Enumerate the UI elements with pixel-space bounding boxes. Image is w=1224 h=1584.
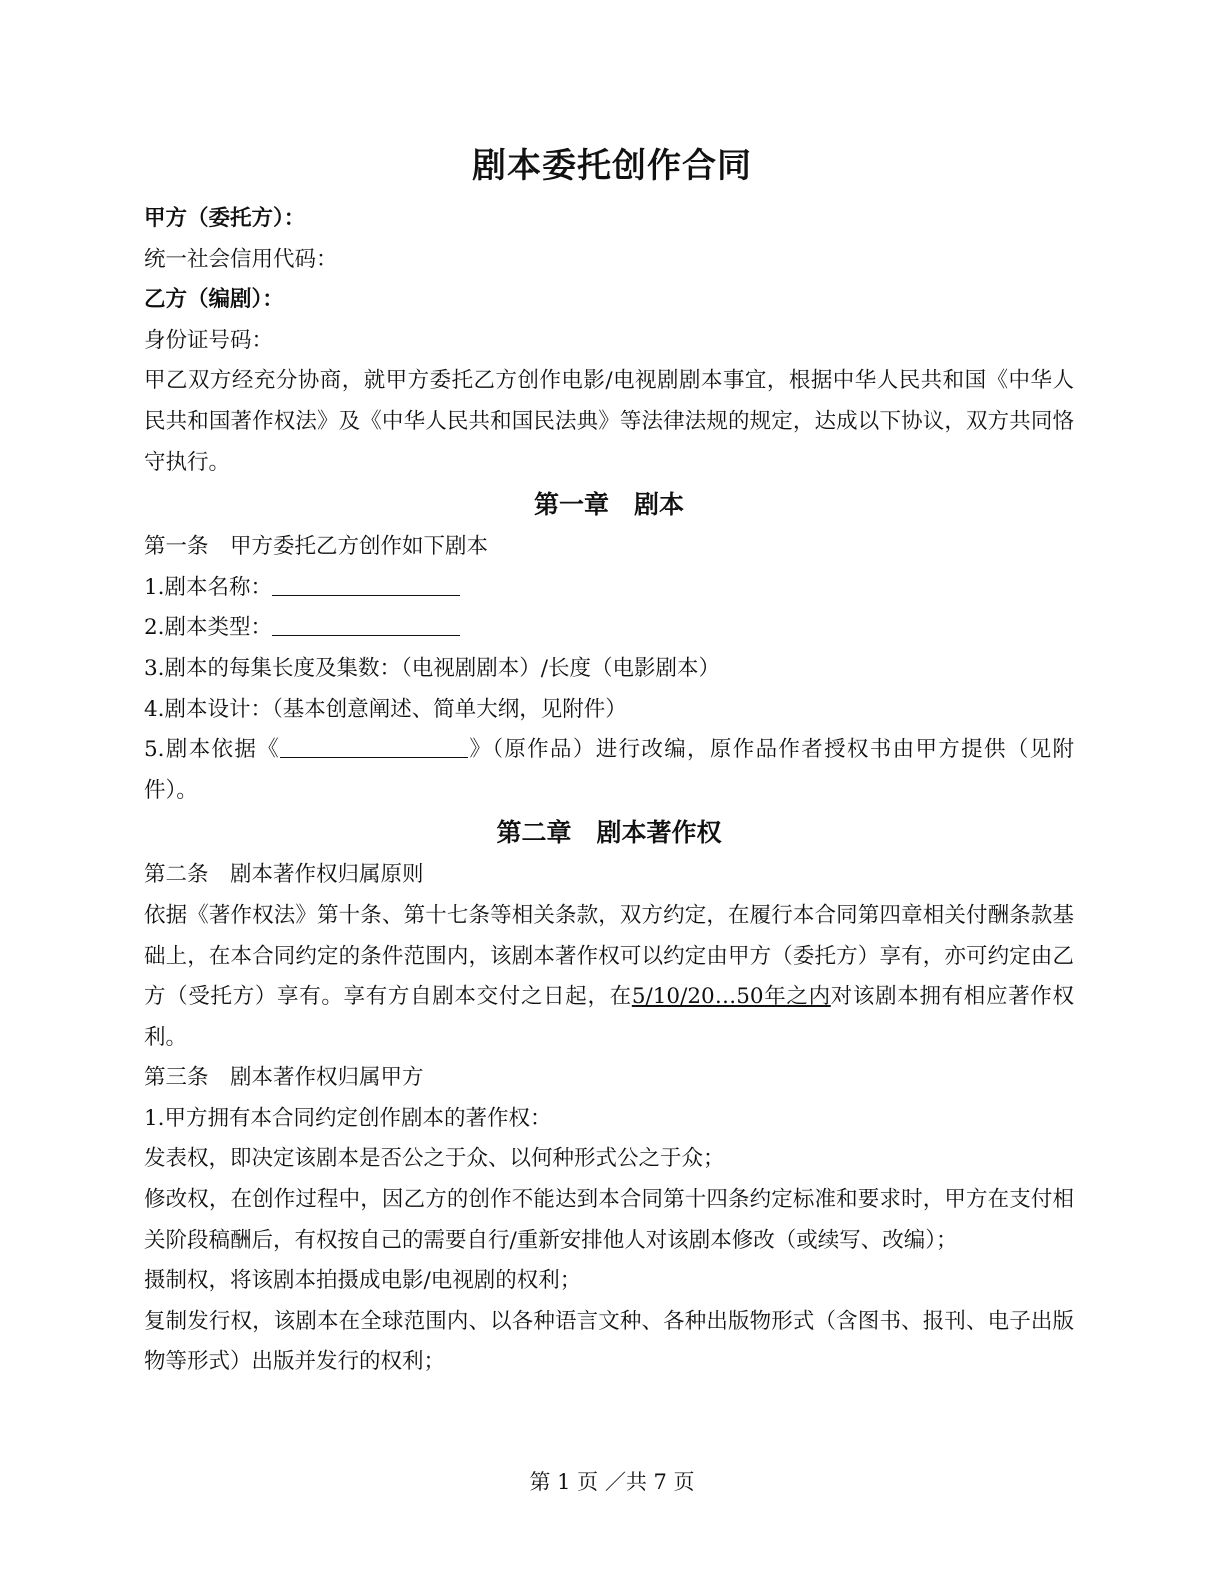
script-name-label: 1.剧本名称：	[144, 574, 273, 600]
party-a-label: 甲方（委托方）：	[144, 206, 306, 231]
chapter-2-heading: 第二章 剧本著作权	[496, 818, 722, 848]
script-type-item	[144, 608, 1074, 649]
article-2-text-b: 对该剧本拥有相应著作权利。	[144, 984, 1074, 1050]
document-title: 剧本委托创作合同	[472, 146, 752, 186]
publication-right: 发表权，即决定该剧本是否公之于众、以何种形式公之于众；	[144, 1146, 725, 1172]
script-name-blank	[272, 575, 460, 596]
script-type-blank	[272, 615, 460, 636]
article-3-heading: 第三条 剧本著作权归属甲方	[144, 1065, 424, 1091]
script-design-item: 4.剧本设计：（基本创意阐述、简单大纲，见附件）	[144, 696, 627, 722]
article-2-text-a: 依据《著作权法》第十条、第十七条等相关条款，双方约定，在履行本合同第四章相关付酬条款基础上，在本合同约定的条件范围内，该剧本著作权可以约定由甲方（委托方）享有，亦可约定由乙方（受托方）享有。享有方自剧本交付之日起，在	[144, 902, 1074, 1010]
party-b-id-label: 身份证号码：	[144, 327, 274, 353]
modification-right: 修改权，在创作过程中，因乙方的创作不能达到本合同第十四条约定标准和要求时，甲方在支付相关阶段稿酬后，有权按自己的需要自行/重新安排他人对该剧本修改（或续写、改编）；	[144, 1187, 1074, 1253]
preamble-paragraph: 甲乙双方经充分协商，就甲方委托乙方创作电影/电视剧剧本事宜，根据中华人民共和国《中华人民共和国著作权法》及《中华人民共和国民法典》等法律法规的规定，达成以下协议，双方共同恪守执行。	[144, 368, 1074, 475]
article-2-heading: 第二条 剧本著作权归属原则	[144, 862, 424, 888]
party-b-label: 乙方（编剧）：	[144, 287, 284, 313]
reproduction-distribution-right: 复制发行权，该剧本在全球范围内、以各种语言文种、各种出版物形式（含图书、报刊、电子出版物等形式）出版并发行的权利；	[144, 1308, 1074, 1375]
page-footer: 第 1 页 ／共 7 页	[529, 1470, 695, 1494]
copyright-term: 5/10/20…50年之内	[631, 984, 831, 1010]
article-2-paragraph	[144, 896, 1074, 1058]
chapter-1-heading: 第一章 剧本	[533, 490, 684, 520]
script-source-item	[144, 730, 1074, 811]
script-name-item	[144, 568, 1074, 609]
document-body	[144, 199, 1074, 1383]
original-work-blank	[280, 737, 468, 758]
party-a-credit-code-label: 统一社会信用代码：	[144, 246, 338, 272]
script-source-suffix: 》（原作品）进行改编，原作品作者授权书由甲方提供（见附件）。	[144, 737, 1074, 803]
script-source-prefix: 5.剧本依据《	[144, 737, 281, 763]
script-type-label: 2.剧本类型：	[144, 615, 273, 641]
article-1-heading: 第一条 甲方委托乙方创作如下剧本	[144, 534, 489, 560]
filming-right: 摄制权，将该剧本拍摄成电影/电视剧的权利；	[144, 1268, 582, 1294]
script-length-item: 3.剧本的每集长度及集数：（电视剧剧本）/长度（电影剧本）	[144, 655, 721, 681]
article-3-item-1: 1.甲方拥有本合同约定创作剧本的著作权：	[144, 1105, 552, 1131]
